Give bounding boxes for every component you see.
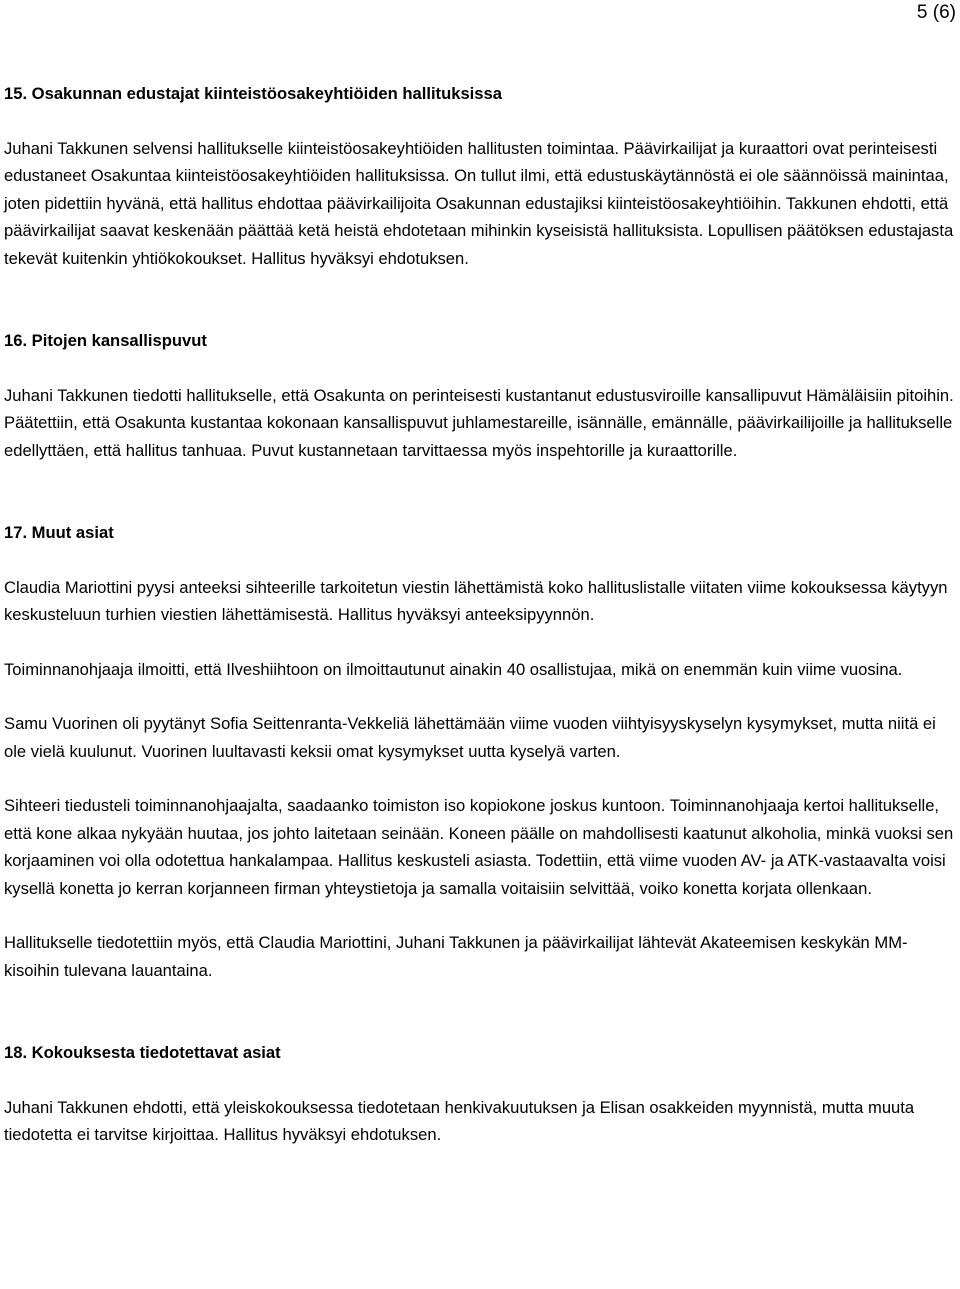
section-18 <box>4 1039 956 1149</box>
document-body <box>4 80 956 1149</box>
section-15-paragraph-1: Juhani Takkunen selvensi hallitukselle kiinteistöosakeyhtiöiden hallitusten toimintaa. Päävirkailijat ja kuraattori ovat perinteisesti edustaneet Osakuntaa kiinteistöosakeyhtiöiden hallituksissa. On tullut ilmi, että edustuskäytännöstä ei ole säännöissä mainintaa, joten pidettiin hyvänä, että hallitus ehdottaa päävirkailijoita Osakunnan edustajiksi kiinteistöosakeyhtiöihin. Takkunen ehdotti, että päävirkailijat saavat keskenään päättää ketä heistä ehdotetaan mihinkin kyseisistä hallituksista. Lopullisen päätöksen edustajasta tekevät kuitenkin yhtiökokoukset. Hallitus hyväksyi ehdotuksen. <box>4 138 954 268</box>
section-18-paragraph-1: Juhani Takkunen ehdotti, että yleiskokouksessa tiedotetaan henkivakuutuksen ja Elisan osakkeiden myynnistä, mutta muuta tiedotetta ei tarvitse kirjoittaa. Hallitus hyväksyi ehdotuksen. <box>4 1097 915 1144</box>
section-16 <box>4 327 956 464</box>
section-15 <box>4 80 956 272</box>
section-17-paragraph-3: Samu Vuorinen oli pyytänyt Sofia Seittenranta-Vekkeliä lähettämään viime vuoden viihtyisyyskyselyn kysymykset, mutta niitä ei ole vielä kuulunut. Vuorinen luultavasti keksii omat kysymykset uutta kyselyä varten. <box>4 714 936 761</box>
section-17 <box>4 519 956 984</box>
section-16-paragraph-1: Juhani Takkunen tiedotti hallitukselle, että Osakunta on perinteisesti kustantanut edustusviroille kansallipuvut Hämäläisiin pitoihin. Päätettiin, että Osakunta kustantaa kokonaan kansallispuvut juhlamestareille, isännälle, emännälle, päävirkailijoille ja hallitukselle edellyttäen, että hallitus tanhuaa. Puvut kustannetaan tarvittaessa myös inspehtorille ja kuraattorille. <box>4 385 954 460</box>
section-16-heading: 16. Pitojen kansallispuvut <box>4 331 207 350</box>
section-17-paragraph-1: Claudia Mariottini pyysi anteeksi sihteerille tarkoitetun viestin lähettämistä koko hallituslistalle viitaten viime kokouksessa käytyyn keskusteluun turhien viestien lähettämisestä. Hallitus hyväksyi anteeksipyynnön. <box>4 577 948 624</box>
page-number: 5 (6) <box>916 2 956 23</box>
section-17-paragraph-2: Toiminnanohjaaja ilmoitti, että Ilveshiihtoon on ilmoittautunut ainakin 40 osallistujaa, mikä on enemmän kuin viime vuosina. <box>4 659 903 679</box>
section-17-paragraph-5: Hallitukselle tiedotettiin myös, että Claudia Mariottini, Juhani Takkunen ja päävirkailijat lähtevät Akateemisen keskykän MM-kisoihin tulevana lauantaina. <box>4 933 908 980</box>
section-17-paragraph-4: Sihteeri tiedusteli toiminnanohjaajalta, saadaanko toimiston iso kopiokone joskus kuntoon. Toiminnanohjaaja kertoi hallitukselle, että kone alkaa nykyään huutaa, jos johto laitetaan seinään. Koneen päälle on mahdollisesti kaatunut alkoholia, minkä vuoksi sen korjaaminen voi olla odotettua hankalampaa. Hallitus keskusteli asiasta. Todettiin, että viime vuoden AV- ja ATK-vastaavalta voisi kysellä konetta jo kerran korjanneen firman yhteystietoja ja samalla voitaisiin selvittää, voiko konetta korjata ollenkaan. <box>4 796 954 898</box>
section-18-heading: 18. Kokouksesta tiedotettavat asiat <box>4 1043 281 1062</box>
section-17-heading: 17. Muut asiat <box>4 523 114 542</box>
section-15-heading: 15. Osakunnan edustajat kiinteistöosakeyhtiöiden hallituksissa <box>4 84 502 103</box>
